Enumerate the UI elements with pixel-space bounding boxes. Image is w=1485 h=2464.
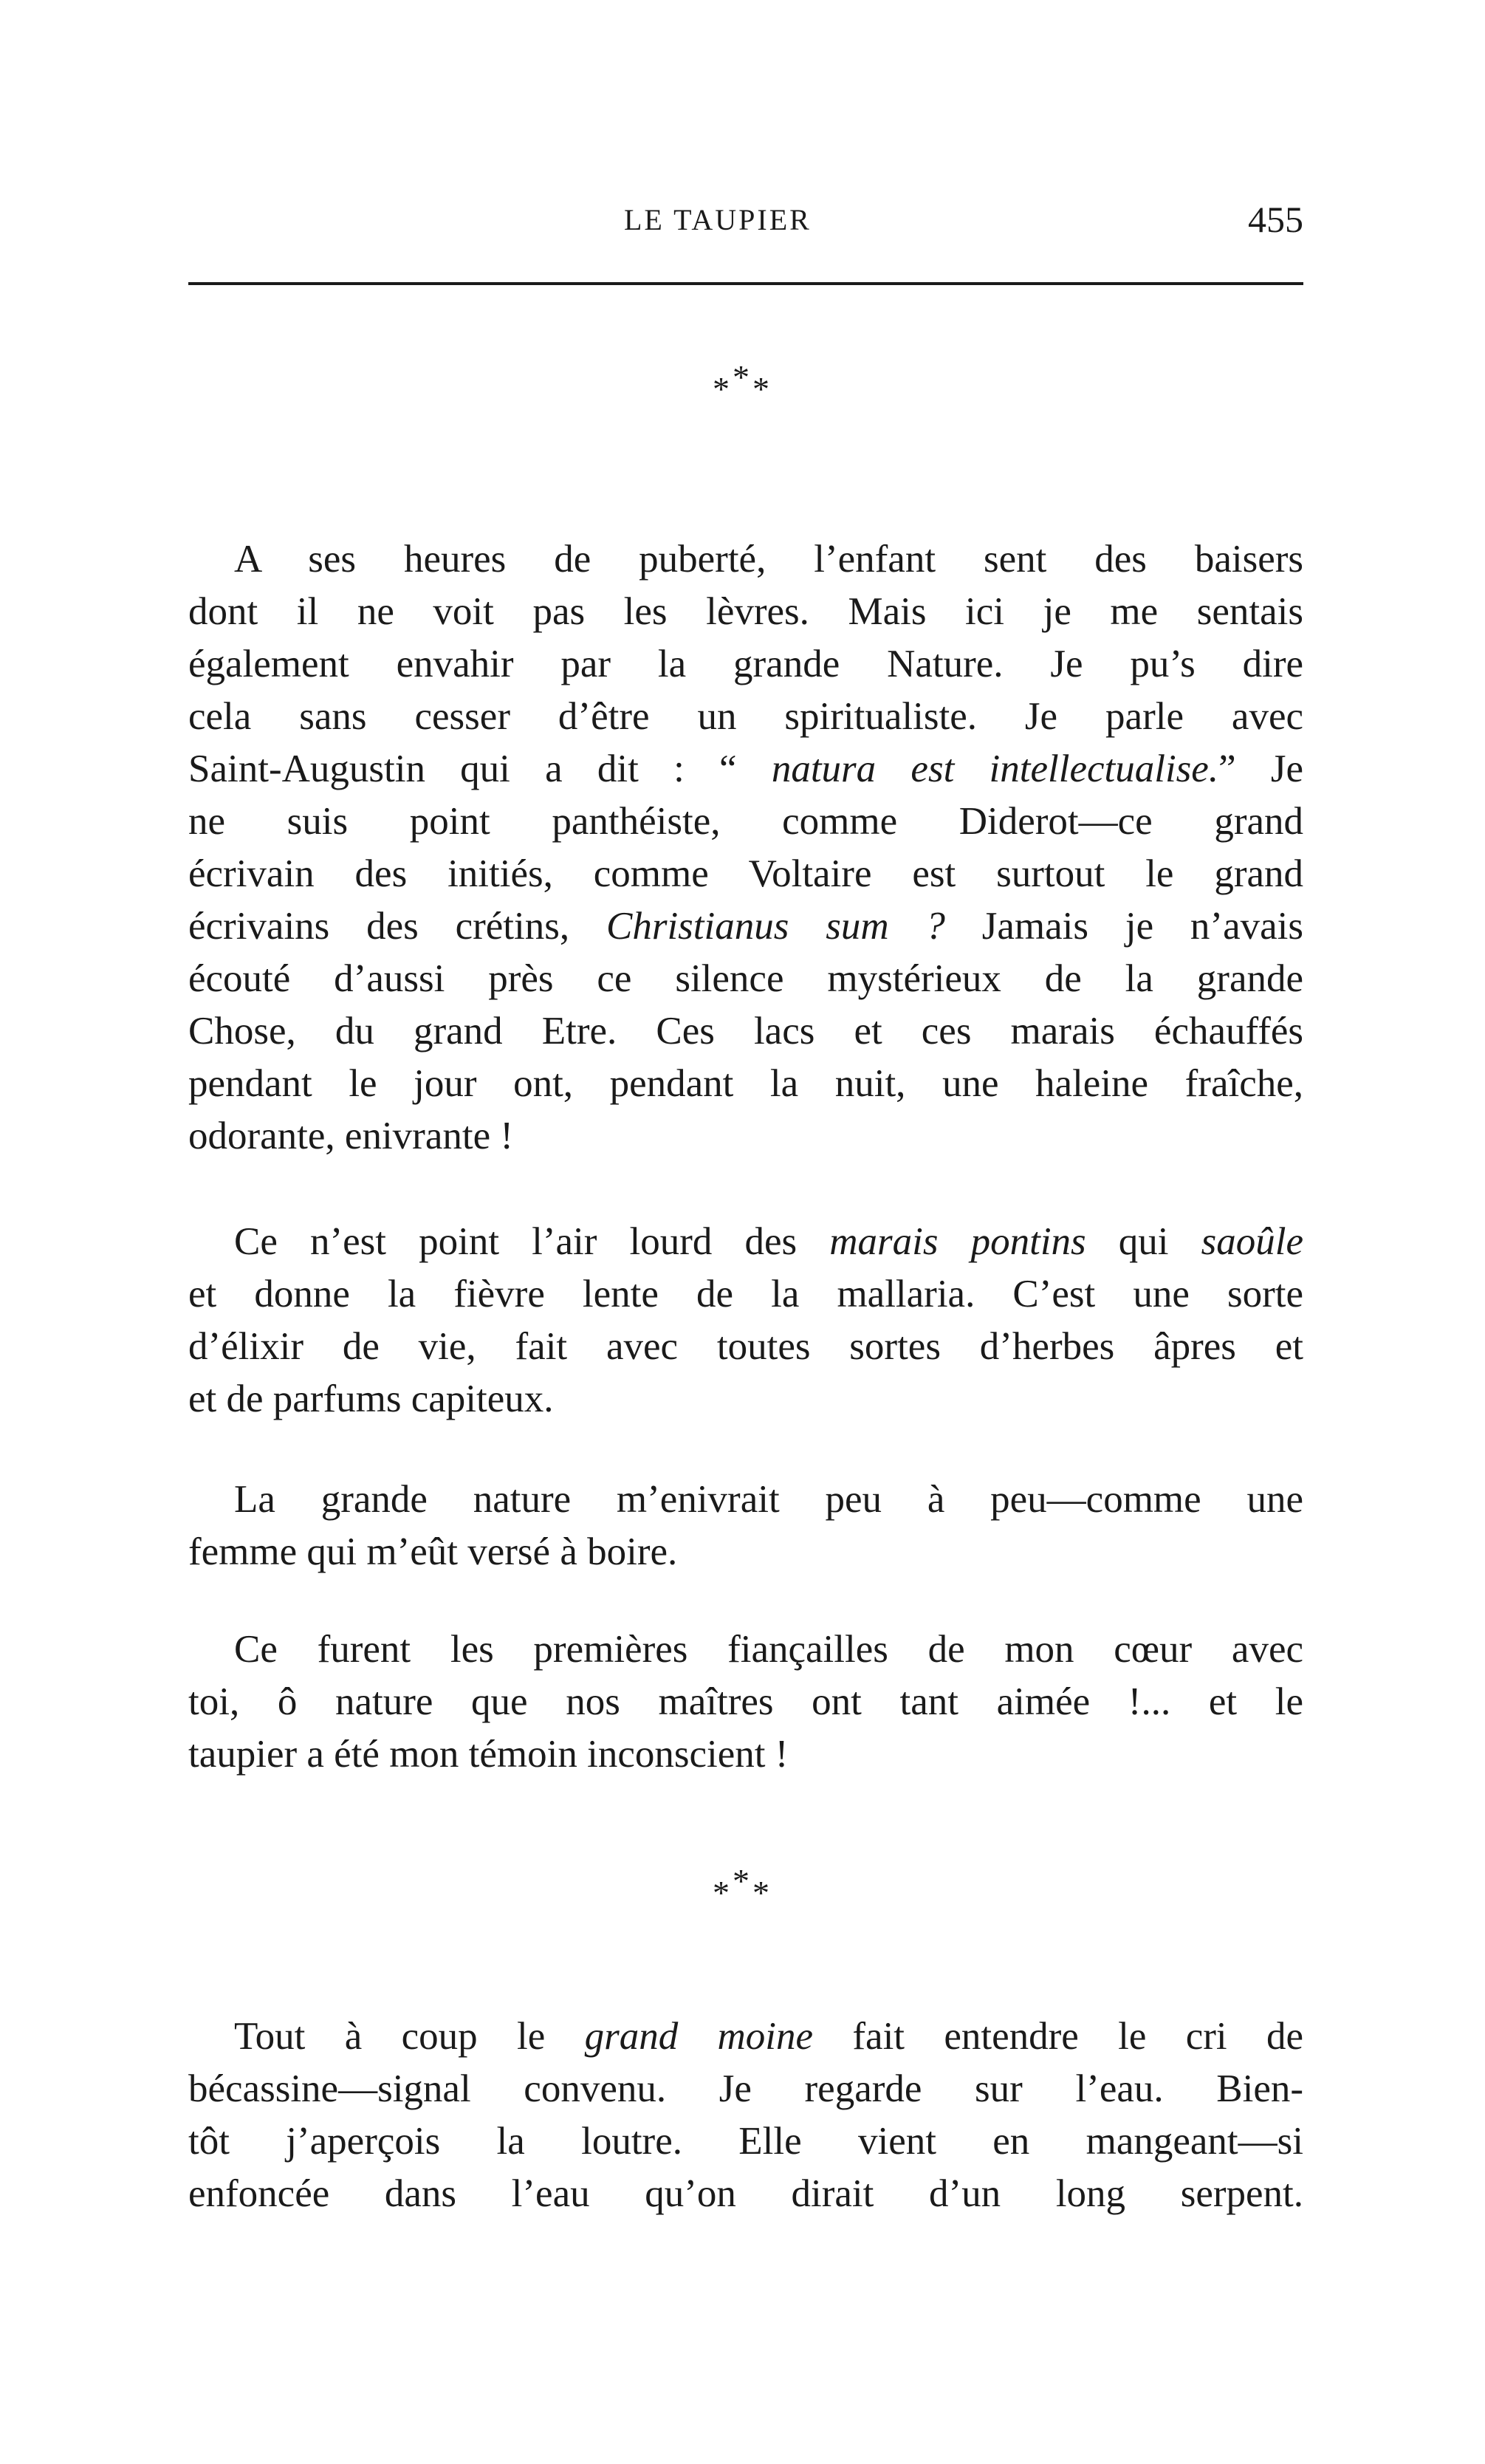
text-run: écrivain des initiés, comme Voltaire est surtout le grand — [188, 852, 1303, 895]
italic-quotation: natura est intellectualise. — [771, 747, 1219, 790]
asterism-star-left: * — [713, 370, 733, 408]
text-line — [188, 900, 1303, 953]
text-run: fait entendre le cri de — [813, 2015, 1303, 2058]
asterism-star-right: * — [752, 1874, 772, 1912]
text-run: bécassine—signal convenu. Je regarde sur l’eau. Bien- — [188, 2067, 1303, 2110]
text-run: taupier a été mon témoin inconscient ! — [188, 1733, 789, 1776]
text-run: écrivains des crétins, — [188, 905, 606, 948]
text-line — [188, 1110, 1303, 1163]
text-line — [188, 638, 1303, 691]
text-line — [188, 2063, 1303, 2115]
text-run: également envahir par la grande Nature. Je pu’s dire — [188, 643, 1303, 685]
text-line — [188, 795, 1303, 848]
text-run: pendant le jour ont, pendant la nuit, une haleine fraîche, — [188, 1062, 1303, 1105]
text-run: Chose, du grand Etre. Ces lacs et ces marais échauffés — [188, 1010, 1303, 1053]
text-run: Ce furent les premières fiançailles de mon cœur avec — [234, 1628, 1303, 1671]
paragraph — [188, 1623, 1303, 1781]
text-run: odorante, enivrante ! — [188, 1115, 513, 1157]
text-line — [188, 2010, 1303, 2063]
text-run: La grande nature m’enivrait peu à peu—comme une — [234, 1478, 1303, 1521]
section-break-asterism — [0, 358, 1485, 408]
paragraph — [188, 1216, 1303, 1426]
text-line — [188, 1474, 1303, 1526]
text-line — [188, 848, 1303, 900]
asterism-star-right: * — [752, 370, 772, 408]
text-run: enfoncée dans l’eau qu’on dirait d’un long serpent. — [188, 2172, 1303, 2215]
text-line — [188, 1321, 1303, 1373]
text-line — [188, 1623, 1303, 1676]
text-line — [188, 586, 1303, 638]
text-run: toi, ô nature que nos maîtres ont tant aimée !... et le — [188, 1680, 1303, 1723]
italic-phrase: grand moine — [584, 2015, 814, 2058]
italic-phrase: Christianus sum ? — [606, 905, 945, 948]
text-line — [188, 1216, 1303, 1268]
text-line — [188, 1005, 1303, 1058]
page-number: 455 — [1248, 199, 1303, 240]
text-run: Tout à coup le — [234, 2015, 585, 2058]
text-run: et de parfums capiteux. — [188, 1378, 554, 1420]
text-run: et donne la fièvre lente de la mallaria. C’est une sorte — [188, 1273, 1303, 1315]
text-line — [188, 1058, 1303, 1110]
section-break-asterism — [0, 1862, 1485, 1912]
paragraph — [188, 533, 1303, 1163]
text-line — [188, 1728, 1303, 1781]
paragraph — [188, 2010, 1303, 2220]
text-run: qui — [1086, 1220, 1201, 1263]
text-line — [188, 743, 1303, 795]
header-rule — [188, 282, 1303, 285]
text-run: Ce n’est point l’air lourd des — [234, 1220, 830, 1263]
text-line — [188, 533, 1303, 586]
text-line — [188, 2115, 1303, 2168]
italic-phrase: marais pontins — [829, 1220, 1086, 1263]
italic-phrase: saoûle — [1201, 1220, 1303, 1263]
text-run: ne suis point panthéiste, comme Diderot—ce grand — [188, 800, 1303, 843]
text-run: Jamais je n’avais — [944, 905, 1303, 948]
text-run: A ses heures de puberté, l’enfant sent des baisers — [234, 538, 1303, 581]
text-line — [188, 1268, 1303, 1321]
text-line — [188, 1526, 1303, 1578]
asterism-star-middle: * — [733, 1862, 752, 1900]
text-line — [188, 2168, 1303, 2220]
text-line — [188, 953, 1303, 1005]
paragraph — [188, 1474, 1303, 1578]
text-run: écouté d’aussi près ce silence mystérieux de la grande — [188, 957, 1303, 1000]
text-line — [188, 691, 1303, 743]
text-run: femme qui m’eût versé à boire. — [188, 1530, 678, 1573]
text-run: tôt j’aperçois la loutre. Elle vient en mangeant—si — [188, 2120, 1303, 2163]
text-run: dont il ne voit pas les lèvres. Mais ici je me sentais — [188, 590, 1303, 633]
text-run: d’élixir de vie, fait avec toutes sortes d’herbes âpres et — [188, 1325, 1303, 1368]
asterism-star-left: * — [713, 1874, 733, 1912]
text-line — [188, 1373, 1303, 1426]
running-title: LE TAUPIER — [624, 203, 812, 236]
text-line — [188, 1676, 1303, 1728]
text-run: Saint-Augustin qui a dit : “ — [188, 747, 772, 790]
text-run: ” Je — [1218, 747, 1303, 790]
asterism-star-middle: * — [733, 358, 752, 396]
text-run: cela sans cesser d’être un spiritualiste. Je parle avec — [188, 695, 1303, 738]
running-head — [188, 198, 1303, 250]
